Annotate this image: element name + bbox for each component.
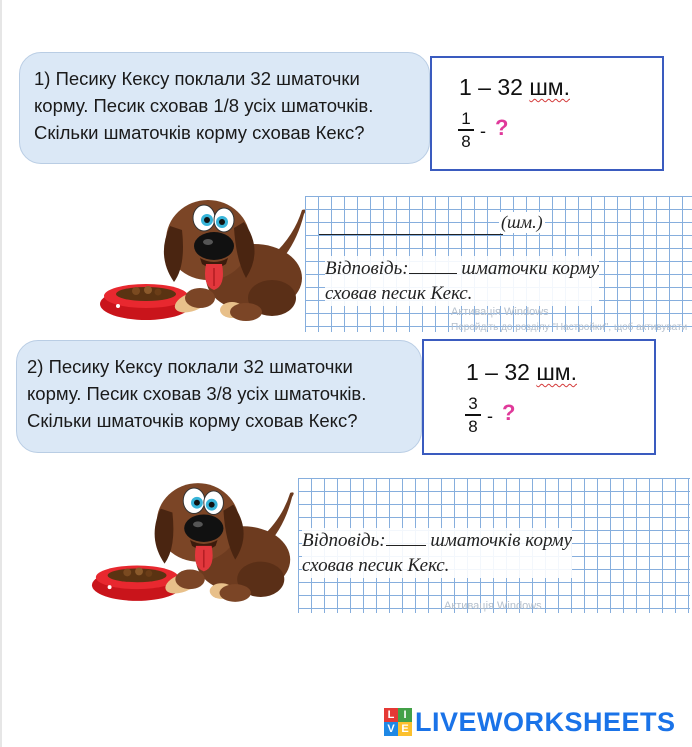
answer-1-blank[interactable]	[409, 256, 457, 274]
windows-activation-watermark: Активація Windows	[451, 306, 549, 318]
problem-1-condition-box	[430, 56, 664, 171]
problem-2-bubble	[16, 340, 422, 453]
answer-1-sentence: Відповідь: шматочки корму сховав песик Кекс.	[325, 258, 600, 304]
problem-1-bubble	[19, 52, 430, 164]
answer-2-sentence: Відповідь: шматочків корму сховав песик Кекс.	[302, 530, 573, 576]
liveworksheets-logo-icon	[384, 708, 412, 736]
problem-2-line-2: корму. Песик сховав 3/8 усіх шматочків.	[27, 383, 367, 404]
answer-2-blank[interactable]	[386, 528, 426, 546]
problem-2-condition-box	[422, 339, 656, 455]
liveworksheets-brand	[384, 708, 676, 736]
logo-tile-l: L	[384, 708, 398, 722]
condition-2-dash: -	[487, 406, 493, 426]
problem-1-line-2: корму. Песик сховав 1/8 усіх шматочків.	[34, 95, 374, 116]
logo-tile-e: E	[398, 722, 412, 736]
condition-1-total: 1 – 32 шм.	[459, 74, 570, 100]
problem-2-line-1: 2) Песику Кексу поклали 32 шматочки	[27, 356, 353, 377]
answer-1-unit-hint: (шм.)	[501, 212, 543, 232]
condition-2-question-mark: ?	[502, 400, 516, 425]
dog-with-bowl-illustration-2	[88, 468, 300, 614]
problem-1-line-1: 1) Песику Кексу поклали 32 шматочки	[34, 68, 360, 89]
condition-2-total: 1 – 32 шм.	[466, 359, 577, 385]
condition-2-fraction: 3 8	[466, 393, 480, 437]
page-edge	[0, 0, 2, 747]
dog-figure-2	[155, 483, 294, 602]
condition-1-fraction: 1 8	[459, 108, 473, 152]
problem-2-line-3: Скільки шматочків корму сховав Кекс?	[27, 410, 358, 431]
logo-tile-v: V	[384, 722, 398, 736]
condition-1-dash: -	[480, 121, 486, 141]
windows-activation-watermark-2: Активація Windows	[444, 600, 542, 612]
dog-figure	[164, 200, 306, 321]
answer-1-input-line[interactable]	[319, 234, 503, 235]
liveworksheets-wordmark: LIVEWORKSHEETS	[415, 706, 676, 737]
dog-with-bowl-illustration	[96, 186, 312, 332]
condition-1-question-mark: ?	[495, 115, 509, 140]
windows-activation-hint: Перейдіть до розділу "Настройки", щоб активувати	[451, 322, 688, 333]
answer-2-grid	[298, 478, 690, 613]
answer-1-grid	[305, 196, 692, 332]
logo-tile-i: I	[398, 708, 412, 722]
problem-1-line-3: Скільки шматочків корму сховав Кекс?	[34, 122, 365, 143]
